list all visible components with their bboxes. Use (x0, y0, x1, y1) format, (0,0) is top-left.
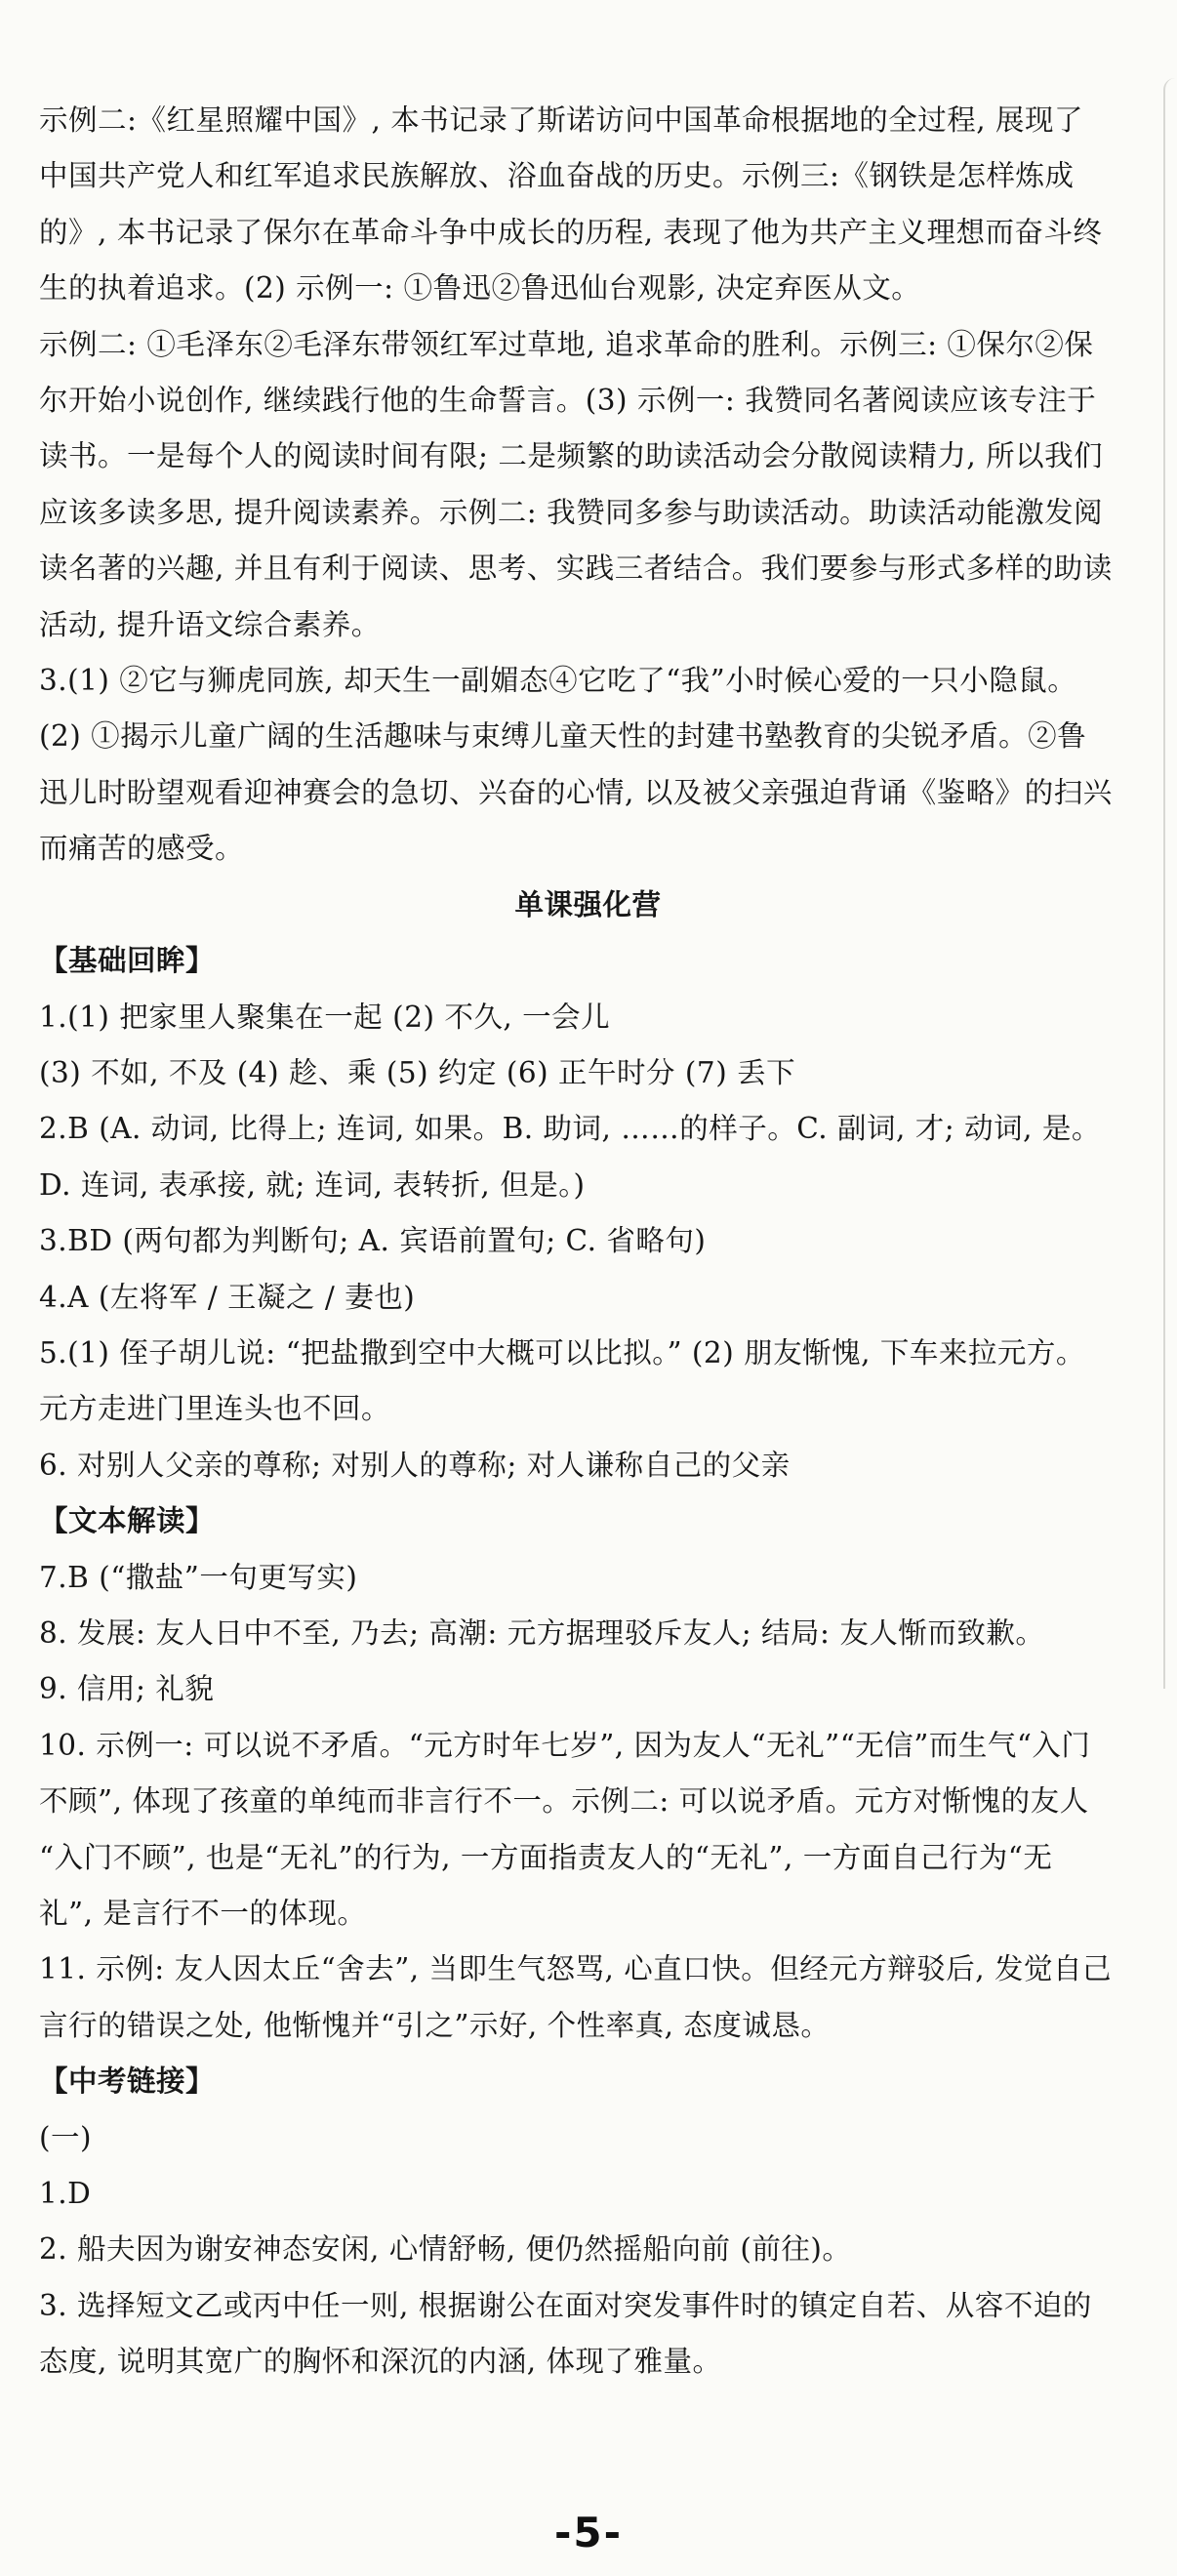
answer-text-body (39, 93, 1137, 2391)
text-line: 7.B (“撒盐”一句更写实) (39, 1560, 358, 1594)
text-line: 礼”, 是言行不一的体现。 (39, 1897, 367, 1930)
text-line: 3. 选择短文乙或丙中任一则, 根据谢公在面对突发事件时的镇定自若、从容不迫的 (39, 2288, 1092, 2322)
page-number: -5- (553, 2509, 624, 2556)
text-line: 读名著的兴趣, 并且有利于阅读、思考、实践三者结合。我们要参与形式多样的助读 (39, 552, 1113, 586)
text-line: 2. 船夫因为谢安神态安闲, 心情舒畅, 便仍然摇船向前 (前往)。 (39, 2232, 852, 2267)
text-line: “入门不顾”, 也是“无礼”的行为, 一方面指责友人的“无礼”, 一方面自己行为“无 (39, 1840, 1053, 1874)
text-line: D. 连词, 表承接, 就; 连词, 表转折, 但是。) (39, 1167, 586, 1202)
text-line: 1.(1) 把家里人聚集在一起 (2) 不久, 一会儿 (39, 1000, 611, 1034)
text-line: 言行的错误之处, 他惭愧并“引之”示好, 个性率真, 态度诚恳。 (39, 2008, 831, 2042)
text-line: 元方走进门里连头也不回。 (39, 1392, 391, 1426)
text-line: 4.A (左将军 / 王凝之 / 妻也) (39, 1280, 416, 1314)
text-line: 而痛苦的感受。 (39, 832, 245, 866)
text-line: 9. 信用; 礼貌 (39, 1672, 215, 1706)
text-line: 3.BD (两句都为判断句; A. 宾语前置句; C. 省略句) (39, 1224, 707, 1258)
text-line: 示例二:《红星照耀中国》, 本书记录了斯诺访问中国革命根据地的全过程, 展现了 (39, 103, 1083, 137)
text-line: 生的执着追求。(2) 示例一: ①鲁迅②鲁迅仙台观影, 决定弃医从文。 (39, 271, 921, 306)
text-line: 活动, 提升语文综合素养。 (39, 607, 381, 641)
text-line: (一) (39, 2120, 93, 2154)
text-line: 11. 示例: 友人因太丘“舍去”, 当即生气怒骂, 心直口快。但经元方辩驳后, 发觉自己 (39, 1952, 1113, 1986)
text-line: 8. 发展: 友人日中不至, 乃去; 高潮: 元方据理驳斥友人; 结局: 友人惭而致歉。 (39, 1615, 1045, 1650)
subsection-heading: 【文本解读】 (39, 1504, 216, 1538)
text-line: 态度, 说明其宽广的胸怀和深沉的内涵, 体现了雅量。 (39, 2345, 722, 2379)
text-line: 1.D (39, 2177, 92, 2211)
text-line: 不顾”, 体现了孩童的单纯而非言行不一。示例二: 可以说矛盾。元方对惭愧的友人 (39, 1784, 1089, 1819)
subsection-heading: 【基础回眸】 (39, 944, 216, 978)
text-line: 应该多读多思, 提升阅读素养。示例二: 我赞同多参与助读活动。助读活动能激发阅 (39, 495, 1104, 529)
text-line: 5.(1) 侄子胡儿说: “把盐撒到空中大概可以比拟。” (2) 朋友惭愧, 下车来拉元方。 (39, 1335, 1085, 1370)
text-line: 6. 对别人父亲的尊称; 对别人的尊称; 对人谦称自己的父亲 (39, 1448, 791, 1482)
text-line: 示例二: ①毛泽东②毛泽东带领红军过草地, 追求革命的胜利。示例三: ①保尔②保 (39, 327, 1094, 361)
text-line: 10. 示例一: 可以说不矛盾。“元方时年七岁”, 因为友人“无礼”“无信”而生气“入门 (39, 1728, 1091, 1762)
section-title: 单课强化营 (514, 887, 662, 921)
text-line: 迅儿时盼望观看迎神赛会的急切、兴奋的心情, 以及被父亲强迫背诵《鉴略》的扫兴 (39, 775, 1113, 809)
text-line: 的》, 本书记录了保尔在革命斗争中成长的历程, 表现了他为共产主义理想而奋斗终 (39, 215, 1103, 249)
subsection-heading: 【中考链接】 (39, 2065, 216, 2099)
text-line: 尔开始小说创作, 继续践行他的生命誓言。(3) 示例一: 我赞同名著阅读应该专注于 (39, 384, 1097, 418)
text-line: 中国共产党人和红军追求民族解放、浴血奋战的历史。示例三:《钢铁是怎样炼成 (39, 159, 1075, 193)
text-line: 2.B (A. 动词, 比得上; 连词, 如果。B. 助词, ……的样子。C. 副词, 才; 动词, 是。 (39, 1112, 1101, 1146)
text-line: 读书。一是每个人的阅读时间有限; 二是频繁的助读活动会分散阅读精力, 所以我们 (39, 439, 1104, 473)
text-line: 3.(1) ②它与狮虎同族, 却天生一副媚态④它吃了“我”小时候心爱的一只小隐鼠。 (39, 664, 1077, 698)
text-line: (3) 不如, 不及 (4) 趁、乘 (5) 约定 (6) 正午时分 (7) 丢下 (39, 1055, 796, 1089)
text-line: (2) ①揭示儿童广阔的生活趣味与束缚儿童天性的封建书塾教育的尖锐矛盾。②鲁 (39, 719, 1087, 754)
page-edge-divider (1163, 78, 1177, 1689)
